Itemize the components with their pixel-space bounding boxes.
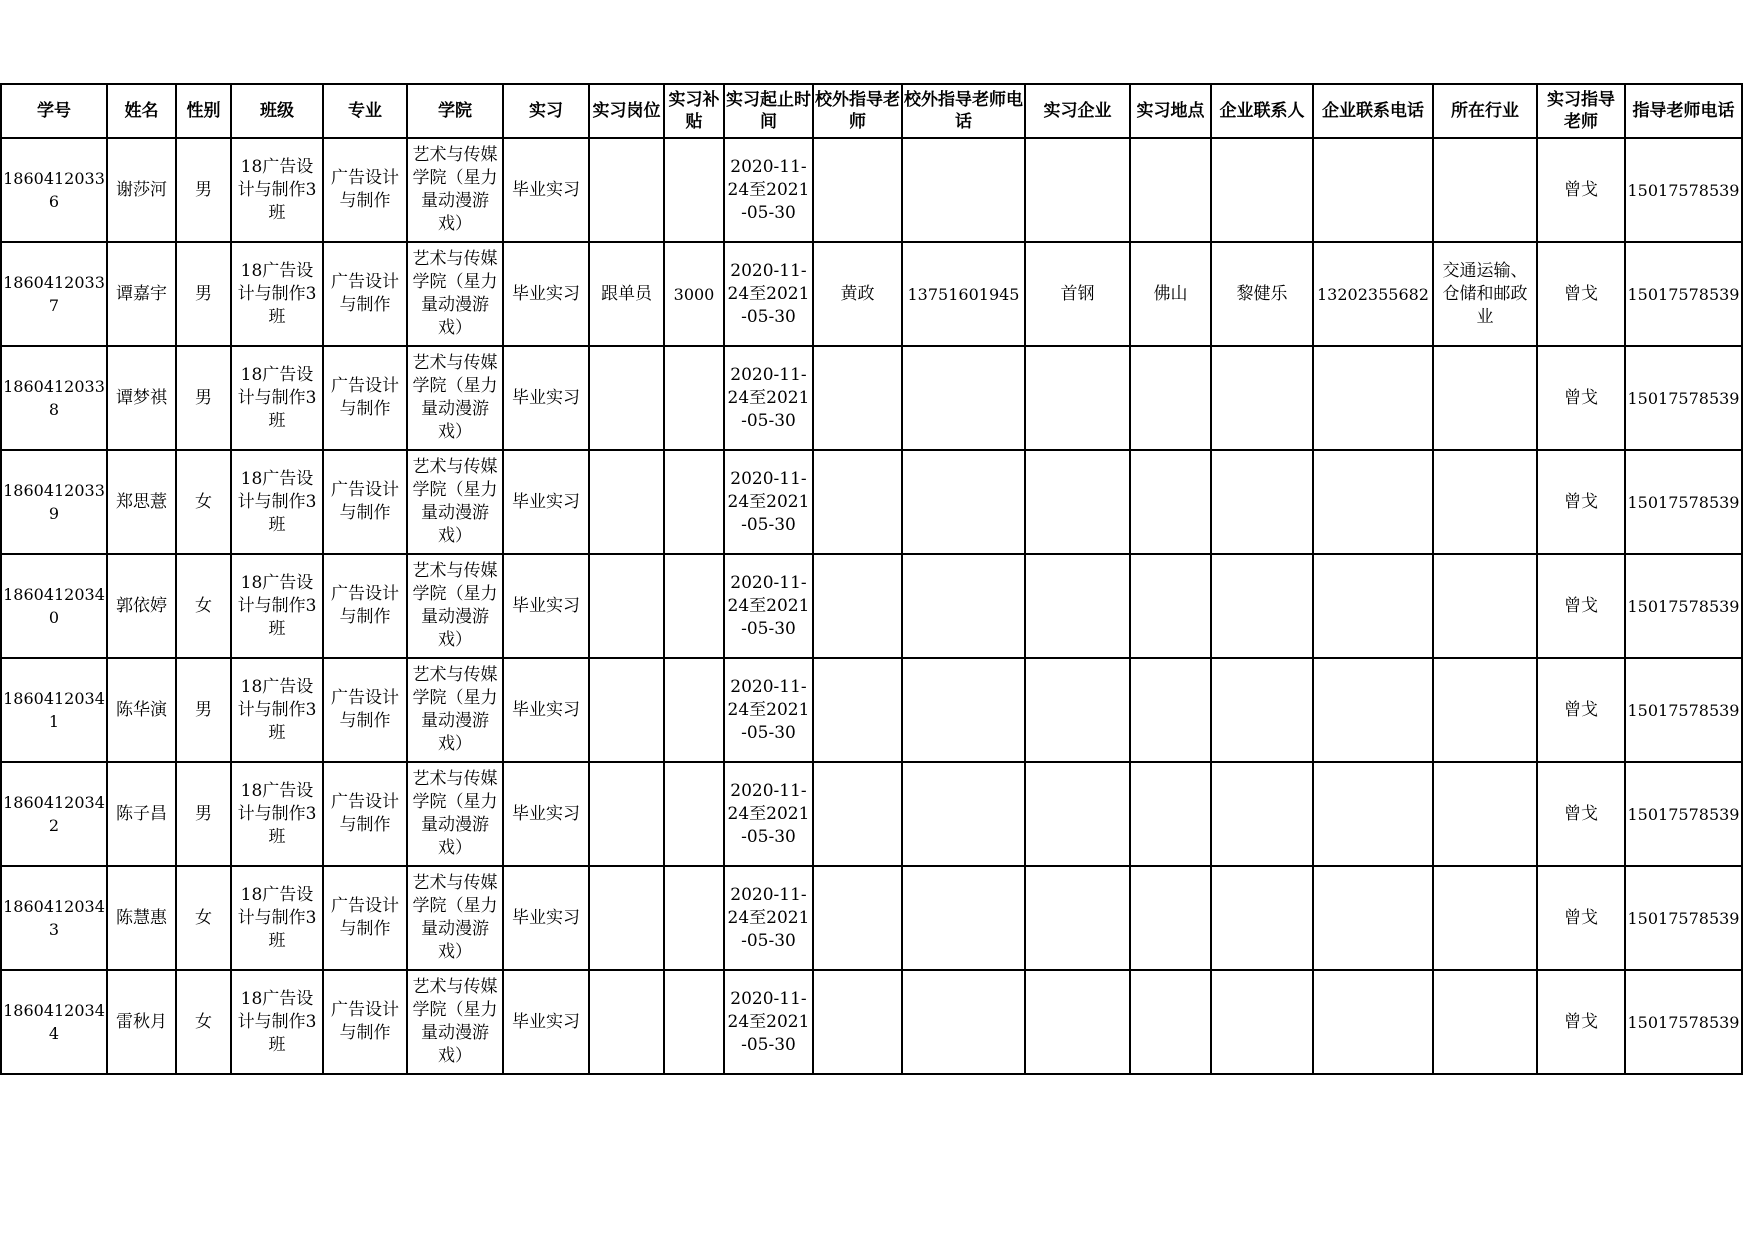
cell-industry	[1433, 658, 1537, 762]
cell-position	[589, 554, 664, 658]
cell-company-contact	[1211, 138, 1313, 242]
cell-ext-mentor-phone	[902, 866, 1025, 970]
cell-subsidy	[664, 346, 724, 450]
table-row	[1, 242, 1742, 346]
cell-ext-mentor	[813, 762, 902, 866]
cell-mentor: 曾戈	[1537, 450, 1625, 554]
cell-period: 2020-11-24至2021-05-30	[724, 762, 813, 866]
cell-ext-mentor	[813, 554, 902, 658]
cell-student-id: 18604120339	[1, 450, 107, 554]
cell-ext-mentor	[813, 450, 902, 554]
cell-college-text: 艺术与传媒学院（星力量动漫游戏）	[412, 145, 498, 234]
cell-college	[407, 138, 503, 242]
cell-internship-type: 毕业实习	[503, 658, 589, 762]
cell-period: 2020-11-24至2021-05-30	[724, 346, 813, 450]
cell-college	[407, 346, 503, 450]
cell-internship-type: 毕业实习	[503, 970, 589, 1074]
header-ext-mentor: 校外指导老师	[813, 84, 902, 138]
cell-company	[1025, 762, 1130, 866]
cell-internship-type: 毕业实习	[503, 762, 589, 866]
cell-location	[1130, 346, 1211, 450]
cell-internship-type: 毕业实习	[503, 866, 589, 970]
cell-college-text: 艺术与传媒学院（星力量动漫游戏）	[412, 457, 498, 546]
cell-industry	[1433, 762, 1537, 866]
header-college: 学院	[407, 84, 503, 138]
cell-subsidy	[664, 970, 724, 1074]
cell-mentor: 曾戈	[1537, 554, 1625, 658]
cell-ext-mentor-phone	[902, 554, 1025, 658]
cell-company	[1025, 450, 1130, 554]
cell-name: 陈慧惠	[107, 866, 176, 970]
cell-company	[1025, 554, 1130, 658]
cell-class: 18广告设计与制作3班	[231, 450, 323, 554]
cell-industry: 交通运输、仓储和邮政业	[1433, 242, 1537, 346]
cell-class: 18广告设计与制作3班	[231, 658, 323, 762]
cell-company-contact	[1211, 762, 1313, 866]
cell-position	[589, 450, 664, 554]
cell-college	[407, 762, 503, 866]
cell-location	[1130, 450, 1211, 554]
cell-position	[589, 138, 664, 242]
cell-class: 18广告设计与制作3班	[231, 346, 323, 450]
cell-gender: 女	[176, 554, 231, 658]
table-row	[1, 346, 1742, 450]
cell-mentor: 曾戈	[1537, 762, 1625, 866]
table-body	[1, 138, 1742, 1074]
cell-college	[407, 242, 503, 346]
cell-period: 2020-11-24至2021-05-30	[724, 658, 813, 762]
cell-company-contact	[1211, 970, 1313, 1074]
cell-period: 2020-11-24至2021-05-30	[724, 970, 813, 1074]
header-major: 专业	[323, 84, 407, 138]
cell-major: 广告设计与制作	[323, 970, 407, 1074]
cell-subsidy: 3000	[664, 242, 724, 346]
cell-company-phone	[1313, 138, 1433, 242]
cell-company	[1025, 658, 1130, 762]
cell-period: 2020-11-24至2021-05-30	[724, 554, 813, 658]
cell-mentor-phone: 15017578539	[1625, 658, 1742, 762]
cell-company-phone	[1313, 554, 1433, 658]
cell-name: 谭嘉宇	[107, 242, 176, 346]
cell-company: 首钢	[1025, 242, 1130, 346]
cell-name: 陈华演	[107, 658, 176, 762]
cell-student-id: 18604120338	[1, 346, 107, 450]
cell-location	[1130, 866, 1211, 970]
cell-subsidy	[664, 762, 724, 866]
cell-mentor: 曾戈	[1537, 658, 1625, 762]
cell-college	[407, 554, 503, 658]
cell-company	[1025, 866, 1130, 970]
cell-college-text: 艺术与传媒学院（星力量动漫游戏）	[412, 665, 498, 754]
cell-gender: 男	[176, 658, 231, 762]
cell-company-phone: 13202355682	[1313, 242, 1433, 346]
cell-company-phone	[1313, 970, 1433, 1074]
cell-subsidy	[664, 450, 724, 554]
cell-position	[589, 346, 664, 450]
cell-major: 广告设计与制作	[323, 866, 407, 970]
cell-gender: 男	[176, 138, 231, 242]
cell-class: 18广告设计与制作3班	[231, 866, 323, 970]
cell-gender: 女	[176, 970, 231, 1074]
cell-college-text: 艺术与传媒学院（星力量动漫游戏）	[412, 769, 498, 858]
cell-name: 郑思薏	[107, 450, 176, 554]
cell-mentor-phone: 15017578539	[1625, 554, 1742, 658]
cell-college-text: 艺术与传媒学院（星力量动漫游戏）	[412, 977, 498, 1066]
cell-class: 18广告设计与制作3班	[231, 242, 323, 346]
cell-mentor: 曾戈	[1537, 970, 1625, 1074]
cell-student-id: 18604120344	[1, 970, 107, 1074]
cell-gender: 男	[176, 242, 231, 346]
cell-college-text: 艺术与传媒学院（星力量动漫游戏）	[412, 353, 498, 442]
cell-major: 广告设计与制作	[323, 346, 407, 450]
header-industry: 所在行业	[1433, 84, 1537, 138]
cell-subsidy	[664, 866, 724, 970]
cell-student-id: 18604120341	[1, 658, 107, 762]
cell-mentor-phone: 15017578539	[1625, 762, 1742, 866]
cell-college	[407, 866, 503, 970]
cell-major: 广告设计与制作	[323, 450, 407, 554]
cell-subsidy	[664, 658, 724, 762]
cell-gender: 女	[176, 450, 231, 554]
cell-period: 2020-11-24至2021-05-30	[724, 450, 813, 554]
internship-table	[0, 83, 1743, 1075]
cell-company-contact	[1211, 346, 1313, 450]
cell-mentor-phone: 15017578539	[1625, 346, 1742, 450]
cell-ext-mentor-phone: 13751601945	[902, 242, 1025, 346]
cell-student-id: 18604120342	[1, 762, 107, 866]
header-mentor: 实习指导老师	[1537, 84, 1625, 138]
cell-name: 郭依婷	[107, 554, 176, 658]
cell-location	[1130, 554, 1211, 658]
cell-company-phone	[1313, 346, 1433, 450]
cell-company-phone	[1313, 658, 1433, 762]
cell-class: 18广告设计与制作3班	[231, 970, 323, 1074]
cell-ext-mentor-phone	[902, 450, 1025, 554]
cell-location: 佛山	[1130, 242, 1211, 346]
cell-industry	[1433, 970, 1537, 1074]
cell-subsidy	[664, 138, 724, 242]
cell-name: 陈子昌	[107, 762, 176, 866]
cell-mentor-phone: 15017578539	[1625, 138, 1742, 242]
header-student-id: 学号	[1, 84, 107, 138]
cell-position	[589, 970, 664, 1074]
cell-ext-mentor-phone	[902, 346, 1025, 450]
cell-ext-mentor: 黄政	[813, 242, 902, 346]
cell-ext-mentor	[813, 970, 902, 1074]
cell-gender: 女	[176, 866, 231, 970]
cell-mentor: 曾戈	[1537, 242, 1625, 346]
cell-name: 谭梦祺	[107, 346, 176, 450]
header-internship-type: 实习	[503, 84, 589, 138]
cell-ext-mentor	[813, 346, 902, 450]
table-row	[1, 554, 1742, 658]
cell-mentor-phone: 15017578539	[1625, 242, 1742, 346]
cell-position	[589, 658, 664, 762]
cell-company-phone	[1313, 450, 1433, 554]
cell-mentor: 曾戈	[1537, 866, 1625, 970]
cell-name: 雷秋月	[107, 970, 176, 1074]
header-location: 实习地点	[1130, 84, 1211, 138]
cell-mentor-phone: 15017578539	[1625, 866, 1742, 970]
cell-internship-type: 毕业实习	[503, 242, 589, 346]
table-row	[1, 138, 1742, 242]
cell-company	[1025, 346, 1130, 450]
cell-college-text: 艺术与传媒学院（星力量动漫游戏）	[412, 561, 498, 650]
cell-class: 18广告设计与制作3班	[231, 762, 323, 866]
cell-industry	[1433, 138, 1537, 242]
cell-position	[589, 762, 664, 866]
cell-college	[407, 970, 503, 1074]
cell-gender: 男	[176, 346, 231, 450]
cell-position: 跟单员	[589, 242, 664, 346]
cell-gender: 男	[176, 762, 231, 866]
cell-internship-type: 毕业实习	[503, 450, 589, 554]
cell-internship-type: 毕业实习	[503, 346, 589, 450]
table-row	[1, 658, 1742, 762]
table-row	[1, 866, 1742, 970]
cell-mentor: 曾戈	[1537, 346, 1625, 450]
cell-company-phone	[1313, 762, 1433, 866]
cell-company	[1025, 138, 1130, 242]
table-row	[1, 762, 1742, 866]
cell-company-contact	[1211, 450, 1313, 554]
cell-location	[1130, 970, 1211, 1074]
cell-internship-type: 毕业实习	[503, 138, 589, 242]
cell-company-contact	[1211, 554, 1313, 658]
header-row	[1, 84, 1742, 138]
header-period: 实习起止时间	[724, 84, 813, 138]
cell-ext-mentor-phone	[902, 762, 1025, 866]
header-mentor-phone: 指导老师电话	[1625, 84, 1742, 138]
cell-subsidy	[664, 554, 724, 658]
cell-major: 广告设计与制作	[323, 138, 407, 242]
cell-period: 2020-11-24至2021-05-30	[724, 138, 813, 242]
header-company-phone: 企业联系电话	[1313, 84, 1433, 138]
cell-industry	[1433, 866, 1537, 970]
cell-major: 广告设计与制作	[323, 242, 407, 346]
cell-period: 2020-11-24至2021-05-30	[724, 866, 813, 970]
cell-college	[407, 450, 503, 554]
cell-period: 2020-11-24至2021-05-30	[724, 242, 813, 346]
cell-mentor-phone: 15017578539	[1625, 970, 1742, 1074]
cell-class: 18广告设计与制作3班	[231, 138, 323, 242]
cell-college-text: 艺术与传媒学院（星力量动漫游戏）	[412, 249, 498, 338]
cell-college-text: 艺术与传媒学院（星力量动漫游戏）	[412, 873, 498, 962]
header-class: 班级	[231, 84, 323, 138]
cell-major: 广告设计与制作	[323, 554, 407, 658]
cell-internship-type: 毕业实习	[503, 554, 589, 658]
cell-company-contact	[1211, 658, 1313, 762]
table-row	[1, 970, 1742, 1074]
cell-student-id: 18604120337	[1, 242, 107, 346]
cell-student-id: 18604120343	[1, 866, 107, 970]
header-subsidy: 实习补贴	[664, 84, 724, 138]
cell-ext-mentor-phone	[902, 970, 1025, 1074]
header-company: 实习企业	[1025, 84, 1130, 138]
cell-mentor-phone: 15017578539	[1625, 450, 1742, 554]
cell-location	[1130, 138, 1211, 242]
cell-ext-mentor-phone	[902, 658, 1025, 762]
cell-ext-mentor	[813, 138, 902, 242]
cell-student-id: 18604120340	[1, 554, 107, 658]
cell-student-id: 18604120336	[1, 138, 107, 242]
cell-major: 广告设计与制作	[323, 658, 407, 762]
cell-company-phone	[1313, 866, 1433, 970]
cell-ext-mentor	[813, 866, 902, 970]
header-gender: 性别	[176, 84, 231, 138]
cell-industry	[1433, 554, 1537, 658]
cell-position	[589, 866, 664, 970]
header-position: 实习岗位	[589, 84, 664, 138]
header-ext-mentor-phone: 校外指导老师电话	[902, 84, 1025, 138]
cell-location	[1130, 762, 1211, 866]
cell-company-contact	[1211, 866, 1313, 970]
table-row	[1, 450, 1742, 554]
cell-name: 谢莎河	[107, 138, 176, 242]
cell-company-contact: 黎健乐	[1211, 242, 1313, 346]
cell-major: 广告设计与制作	[323, 762, 407, 866]
header-name: 姓名	[107, 84, 176, 138]
cell-mentor: 曾戈	[1537, 138, 1625, 242]
cell-industry	[1433, 450, 1537, 554]
cell-college	[407, 658, 503, 762]
cell-class: 18广告设计与制作3班	[231, 554, 323, 658]
cell-location	[1130, 658, 1211, 762]
cell-ext-mentor-phone	[902, 138, 1025, 242]
cell-industry	[1433, 346, 1537, 450]
cell-ext-mentor	[813, 658, 902, 762]
cell-company	[1025, 970, 1130, 1074]
header-company-contact: 企业联系人	[1211, 84, 1313, 138]
